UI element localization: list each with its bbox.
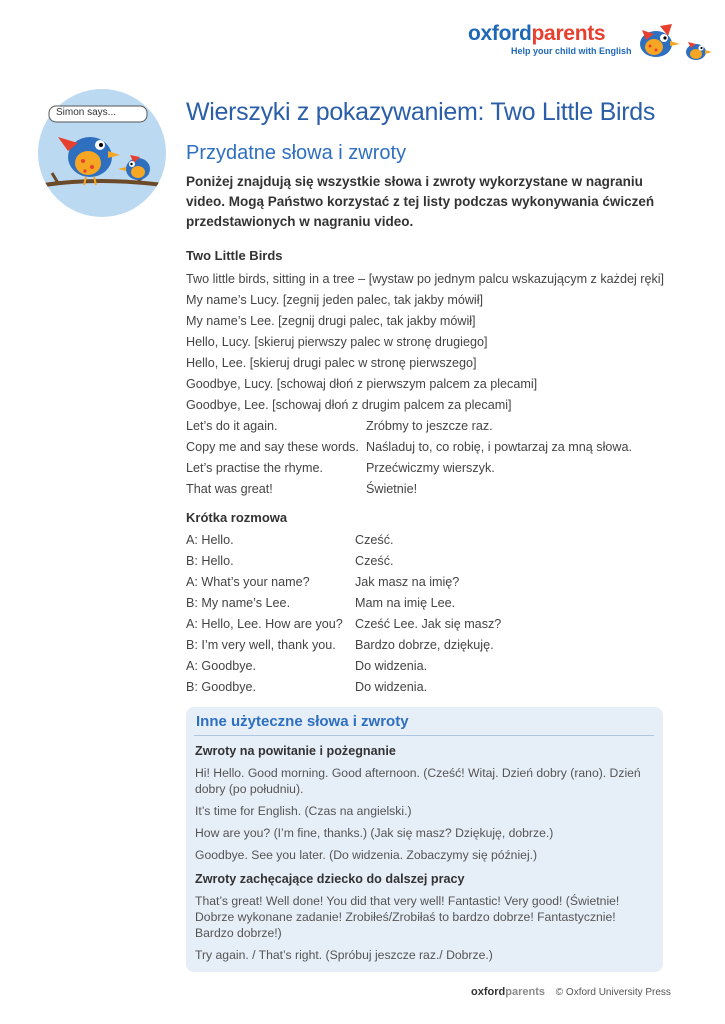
dialogue-pl: Do widzenia. [355, 659, 428, 673]
dialogue-pl: Cześć Lee. Jak się masz? [355, 617, 502, 631]
rhyme-line: My name’s Lee. [zegnij drugi palec, tak jakby mówił] [186, 314, 476, 328]
greeting-line: Goodbye. See you later. (Do widzenia. Zobaczymy się później.) [195, 848, 538, 862]
phrase-pair [186, 416, 666, 437]
dialogue-en: B: I’m very well, thank you. [186, 638, 336, 652]
dialogue-row [186, 656, 666, 677]
phrase-en: Copy me and say these words. [186, 440, 359, 454]
dialogue-pl: Mam na imię Lee. [355, 596, 456, 610]
greeting-line: Hi! Hello. Good morning. Good afternoon. (Cześć! Witaj. Dzień dobry (rano). Dzień dobry (po południu). [195, 766, 641, 796]
dialogue-pl: Cześć. [355, 554, 394, 568]
dialogue-row [186, 614, 666, 635]
rhyme-heading: Two Little Birds [186, 248, 283, 263]
dialogue-row [186, 551, 666, 572]
dialogue-heading: Krótka rozmowa [186, 510, 288, 525]
dialogue-en: A: Goodbye. [186, 659, 257, 673]
phrase-pl: Przećwiczmy wierszyk. [366, 461, 495, 475]
oxford-parents-logo [468, 16, 718, 64]
footer-brand-2: parents [505, 986, 545, 998]
dialogue-en: A: Hello, Lee. How are you? [186, 617, 343, 631]
page-subtitle: Przydatne słowa i zwroty [186, 142, 407, 164]
phrase-pl: Zróbmy to jeszcze raz. [366, 419, 493, 433]
encouragement-heading: Zwroty zachęcające dziecko do dalszej pracy [195, 872, 465, 886]
greetings-heading: Zwroty na powitanie i pożegnanie [195, 744, 396, 758]
rhyme-lines [186, 269, 666, 500]
dialogue-row [186, 593, 666, 614]
dialogue-en: A: Hello. [186, 533, 234, 547]
rhyme-line: Goodbye, Lee. [schowaj dłoń z drugim palcem za plecami] [186, 398, 512, 412]
rhyme-line: Hello, Lucy. [skieruj pierwszy palec w stronę drugiego] [186, 335, 488, 349]
encouragement-lines [195, 893, 655, 963]
dialogue-en: B: My name’s Lee. [186, 596, 291, 610]
phrase-en: Let’s practise the rhyme. [186, 461, 323, 475]
footer-copyright: © Oxford University Press [555, 987, 671, 998]
phrase-en: That was great! [186, 482, 273, 496]
phrase-en: Let’s do it again. [186, 419, 278, 433]
dialogue-pl: Jak masz na imię? [355, 575, 460, 589]
footer [471, 986, 671, 998]
dialogue-pl: Cześć. [355, 533, 394, 547]
logo-tagline: Help your child with English [511, 46, 632, 56]
greetings-lines [195, 765, 655, 863]
logo-birds-icon [624, 16, 716, 64]
dialogue-row [186, 530, 666, 551]
phrase-pl: Świetnie! [366, 482, 418, 496]
encouragement-line: That’s great! Well done! You did that very well! Fantastic! Very good! (Świetnie! Dobrze wykonane zadanie! Zrobiłeś/Zrobiłaś to bardzo dobrze! Fantastycznie! Bardzo dobrze!) [195, 894, 620, 940]
dialogue-pl: Do widzenia. [355, 680, 428, 694]
dialogue-row [186, 572, 666, 593]
phrase-pl: Naśladuj to, co robię, i powtarzaj za mną słowa. [366, 440, 632, 454]
rhyme-line: Hello, Lee. [skieruj drugi palec w stronę pierwszego] [186, 356, 477, 370]
rhyme-line: My name’s Lucy. [zegnij jeden palec, tak jakby mówił] [186, 293, 484, 307]
phrase-pair [186, 437, 666, 458]
phrase-pair [186, 479, 666, 500]
intro-paragraph: Poniżej znajdują się wszystkie słowa i zwroty wykorzystane w nagraniu video. Mogą Państwo korzystać z tej listy podczas wykonywania ćwiczeń przedstawionych w nagraniu video. [186, 174, 655, 229]
page-title: Wierszyki z pokazywaniem: Two Little Birds [186, 98, 656, 126]
footer-brand-1: oxford [471, 986, 506, 998]
dialogue-en: A: What’s your name? [186, 575, 310, 589]
rhyme-line: Two little birds, sitting in a tree – [wystaw po jednym palcu wskazującym z każdej ręki] [186, 272, 665, 286]
dialogue-row [186, 635, 666, 656]
dialogue-en: B: Hello. [186, 554, 234, 568]
useful-phrases-title: Inne użyteczne słowa i zwroty [196, 713, 409, 730]
box-divider [194, 735, 654, 736]
dialogue-lines [186, 530, 666, 698]
speech-bubble-text: Simon says... [56, 107, 117, 118]
greeting-line: How are you? (I’m fine, thanks.) (Jak się masz? Dziękuję, dobrze.) [195, 826, 554, 840]
phrase-pair [186, 458, 666, 479]
logo-wordmark: oxfordparents [468, 22, 606, 45]
dialogue-en: B: Goodbye. [186, 680, 257, 694]
encouragement-line: Try again. / That’s right. (Spróbuj jeszcze raz./ Dobrze.) [195, 948, 493, 962]
dialogue-pl: Bardzo dobrze, dziękuję. [355, 638, 494, 652]
dialogue-row [186, 677, 666, 698]
rhyme-line: Goodbye, Lucy. [schowaj dłoń z pierwszym palcem za plecami] [186, 377, 538, 391]
greeting-line: It’s time for English. (Czas na angielski.) [195, 804, 412, 818]
